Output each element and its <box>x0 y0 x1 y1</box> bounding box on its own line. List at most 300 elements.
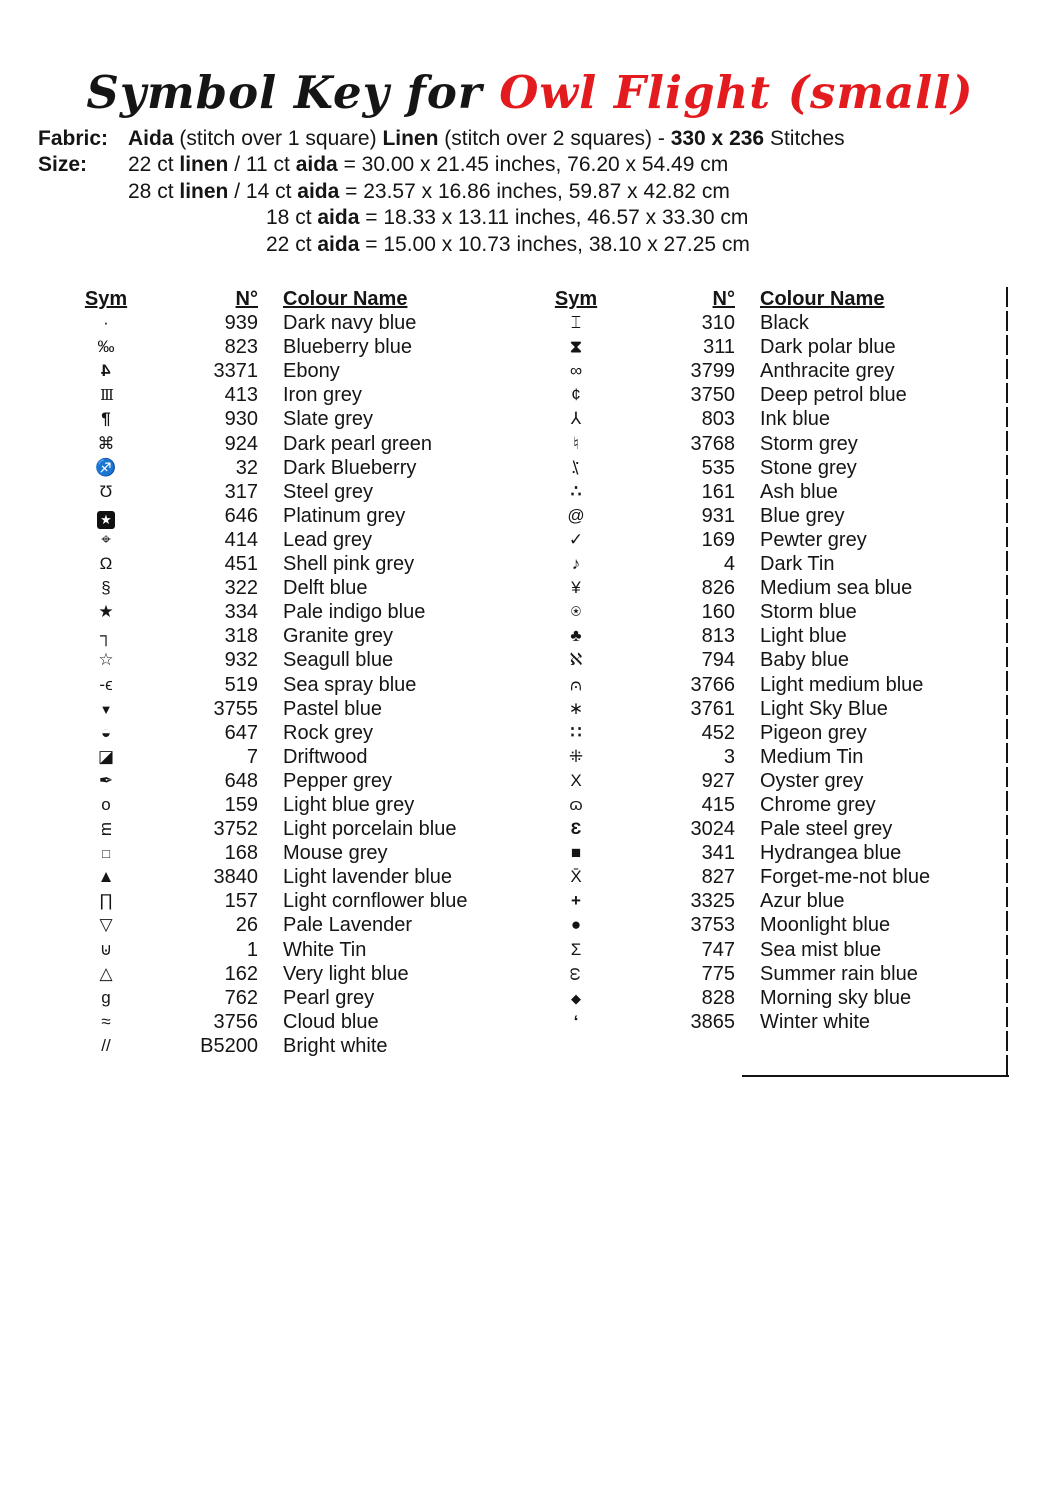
info-text: aida <box>297 179 340 203</box>
table-row-symbol-cell <box>80 624 132 648</box>
table-row-symbol-cell <box>80 1010 132 1034</box>
info-label: Size: <box>38 153 88 177</box>
stitch-symbol-glyph: ⌶ <box>570 313 582 333</box>
info-text: / 14 ct <box>228 179 298 203</box>
stitch-symbol-glyph: ⧗ <box>570 337 582 357</box>
thread-number-cell: 26 <box>235 914 258 937</box>
thread-number-cell: 826 <box>701 577 735 600</box>
thread-number-cell: 827 <box>701 866 735 889</box>
stitch-symbol-glyph: Ɛ <box>570 819 582 839</box>
table-row-symbol-cell <box>554 480 598 504</box>
table-row-symbol-cell <box>80 335 132 359</box>
thread-number-cell: 813 <box>701 625 735 648</box>
thread-number-cell: 3865 <box>690 1010 735 1033</box>
info-content <box>128 179 730 205</box>
table-row-symbol-cell <box>80 865 132 889</box>
colour-name-cell: Delft blue <box>283 577 368 600</box>
stitch-symbol-glyph: @ <box>567 505 585 525</box>
table-row-symbol-cell <box>80 648 132 672</box>
stitch-symbol-glyph: ∴ <box>570 481 582 501</box>
stitch-symbol-glyph: · <box>103 313 109 333</box>
thread-number-cell: 311 <box>703 336 735 359</box>
info-content <box>266 205 748 231</box>
colour-name-cell: Iron grey <box>283 384 362 407</box>
symbol-table-left <box>80 287 528 1058</box>
colour-name-cell: Sea spray blue <box>283 673 417 696</box>
thread-number-cell: 3 <box>723 745 735 768</box>
stitch-symbol-glyph: ⌖ <box>101 529 111 549</box>
table-row-symbol-cell <box>80 938 132 962</box>
info-text: = 18.33 x 13.11 inches, 46.57 x 33.30 cm <box>359 206 749 230</box>
table-row-symbol-cell <box>80 432 132 456</box>
symbol-table-right <box>554 287 1025 1034</box>
stitch-symbol-glyph: ⊍ <box>99 939 113 959</box>
thread-number-cell: 3750 <box>690 384 735 407</box>
colour-name-cell: Hydrangea blue <box>760 842 902 865</box>
info-text: linen <box>179 153 229 177</box>
thread-number-cell: 317 <box>224 480 258 503</box>
stitch-symbol-glyph: ɷ <box>569 794 583 814</box>
info-text: Aida <box>128 127 174 150</box>
thread-number-cell: 3024 <box>690 818 735 841</box>
table-row-symbol-cell <box>554 552 598 576</box>
thread-number-cell: 3799 <box>690 360 735 383</box>
colour-name-cell: Baby blue <box>760 649 849 672</box>
table-row-symbol-cell <box>554 335 598 359</box>
table-row-symbol-cell <box>80 721 132 745</box>
colour-name-cell: Ebony <box>283 360 340 383</box>
table-right-dashed-border <box>1006 287 1008 1077</box>
table-row-symbol-cell <box>80 673 132 697</box>
colour-name-cell: Pastel blue <box>283 697 382 720</box>
table-row-symbol-cell <box>554 793 598 817</box>
stitch-symbol-glyph: Σ <box>570 939 582 959</box>
table-row-symbol-cell <box>80 456 132 480</box>
thread-number-cell: 924 <box>224 432 258 455</box>
thread-number-cell: 648 <box>224 769 258 792</box>
colour-name-cell: Anthracite grey <box>760 360 895 383</box>
stitch-symbol-glyph: △ <box>99 963 113 983</box>
stitch-symbol-glyph: ∏ <box>99 891 113 911</box>
colour-name-cell: Morning sky blue <box>760 986 912 1009</box>
thread-number-cell: 162 <box>224 962 258 985</box>
title-prefix: Symbol Key for <box>86 66 500 119</box>
stitch-symbol-glyph: ‘ <box>573 1011 579 1031</box>
table-row-symbol-cell <box>554 697 598 721</box>
table-row-symbol-cell <box>554 504 598 528</box>
thread-number-cell: 452 <box>701 721 735 744</box>
table-row-symbol-cell <box>554 986 598 1010</box>
colour-name-cell: Storm grey <box>760 432 858 455</box>
table-row-symbol-cell <box>554 889 598 913</box>
thread-number-cell: 3755 <box>213 697 258 720</box>
stitch-symbol-glyph: X <box>570 770 582 790</box>
colour-name-cell: Light blue grey <box>283 793 415 816</box>
stitch-symbol-glyph: ♣ <box>570 626 582 646</box>
thread-number-cell: 3761 <box>690 697 735 720</box>
info-line <box>38 126 845 152</box>
table-row-symbol-cell <box>554 817 598 841</box>
thread-number-cell: 310 <box>701 312 735 335</box>
colour-name-cell: Winter white <box>760 1010 871 1033</box>
stitch-symbol-glyph: □ <box>102 846 110 862</box>
stitch-symbol-glyph: ✒ <box>98 770 114 790</box>
colour-name-cell: Deep petrol blue <box>760 384 907 407</box>
stitch-symbol-glyph: g <box>101 987 111 1007</box>
colour-name-cell: Light cornflower blue <box>283 890 468 913</box>
table-row-symbol-cell <box>80 793 132 817</box>
stitch-symbol-glyph: III <box>100 386 112 405</box>
info-text: Linen <box>382 127 439 150</box>
colour-name-cell: Oyster grey <box>760 769 864 792</box>
stitch-symbol-glyph: ∞ <box>569 361 583 381</box>
stitch-symbol-glyph: ◆ <box>571 990 581 1006</box>
info-content <box>128 126 845 152</box>
stitch-symbol-glyph: ¶ <box>101 409 111 429</box>
thread-number-cell: 828 <box>701 986 735 1009</box>
colour-name-cell: Platinum grey <box>283 504 406 527</box>
colour-name-cell: Mouse grey <box>283 842 388 865</box>
colour-name-cell: Bright white <box>283 1034 388 1057</box>
info-label <box>38 232 128 258</box>
thread-number-cell: 168 <box>224 842 258 865</box>
info-label: Fabric: <box>38 127 109 150</box>
colour-name-cell: Dark navy blue <box>283 312 417 335</box>
stitch-symbol-glyph: ⌘ <box>97 433 115 453</box>
table-row-symbol-cell <box>554 528 598 552</box>
stitch-symbol-glyph: ■ <box>570 843 582 863</box>
stitch-symbol-glyph: ⅄ <box>570 409 582 429</box>
info-label <box>38 205 128 231</box>
thread-number-cell: 3371 <box>213 360 258 383</box>
thread-number-cell: 794 <box>701 649 735 672</box>
info-text: aida <box>295 153 338 177</box>
thread-number-cell: 939 <box>224 312 258 335</box>
table-row-symbol-cell <box>80 600 132 624</box>
table-row-symbol-cell <box>80 745 132 769</box>
thread-number-cell: 931 <box>701 504 735 527</box>
thread-number-cell: 775 <box>701 962 735 985</box>
thread-number-cell: B5200 <box>200 1034 258 1057</box>
table-row-symbol-cell <box>80 986 132 1010</box>
table-row-symbol-cell <box>554 407 598 431</box>
thread-number-cell: 927 <box>701 769 735 792</box>
table-row-symbol-cell <box>80 552 132 576</box>
colour-name-cell: Shell pink grey <box>283 553 415 576</box>
column-header-colour-name-label: Colour Name <box>760 288 885 310</box>
stitch-symbol-glyph: 4 <box>101 361 111 381</box>
stitch-symbol-glyph: ¥ <box>571 578 581 598</box>
table-row-symbol-cell <box>554 383 598 407</box>
stitch-symbol-glyph: ∷ <box>570 722 582 742</box>
info-text: = 30.00 x 21.45 inches, 76.20 x 54.49 cm <box>337 153 729 177</box>
column-header-sym <box>80 287 132 311</box>
thread-number-cell: 1 <box>246 938 258 961</box>
info-label <box>38 179 128 205</box>
colour-name-cell: White Tin <box>283 938 367 961</box>
stitch-symbol-glyph: ∗ <box>568 698 584 718</box>
stitch-symbol-glyph: ★ <box>97 511 115 529</box>
stitch-symbol-glyph: ★ <box>98 602 114 622</box>
info-text: 22 ct <box>266 232 318 256</box>
table-row-symbol-cell <box>80 1034 132 1058</box>
colour-name-cell: Pale Lavender <box>283 914 412 937</box>
thread-number-cell: 519 <box>224 673 258 696</box>
thread-number-cell: 322 <box>224 577 258 600</box>
column-header-colour-name <box>258 287 528 311</box>
colour-name-cell: Black <box>760 312 809 335</box>
stitch-symbol-glyph: ⩀ <box>570 674 582 694</box>
colour-name-cell: Forget-me-not blue <box>760 866 931 889</box>
thread-number-cell: 747 <box>701 938 735 961</box>
thread-number-cell: 157 <box>224 890 258 913</box>
info-text: Stitches <box>764 127 845 150</box>
info-line <box>38 205 845 231</box>
table-row-symbol-cell <box>80 913 132 937</box>
table-row-symbol-cell <box>554 1010 598 1034</box>
thread-number-cell: 3768 <box>690 432 735 455</box>
thread-number-cell: 7 <box>246 745 258 768</box>
colour-name-cell: Pearl grey <box>283 986 375 1009</box>
fabric-size-info <box>38 126 845 258</box>
table-row-symbol-cell <box>554 865 598 889</box>
thread-number-cell: 169 <box>701 528 735 551</box>
stitch-symbol-glyph: ☆ <box>98 650 114 670</box>
colour-name-cell: Dark Blueberry <box>283 456 417 479</box>
page-title <box>0 66 1060 119</box>
table-row-symbol-cell <box>554 938 598 962</box>
column-header-sym-label: Sym <box>554 288 598 310</box>
stitch-symbol-glyph: m <box>95 821 115 837</box>
stitch-symbol-glyph: ● <box>570 915 582 935</box>
column-header-number-label: N° <box>712 288 735 310</box>
thread-number-cell: 413 <box>224 384 258 407</box>
info-text: (stitch over 1 square) <box>173 127 383 150</box>
stitch-symbol-glyph: ω <box>567 966 586 981</box>
stitch-symbol-glyph: ⍟ <box>570 602 582 622</box>
thread-number-cell: 823 <box>224 336 258 359</box>
stitch-symbol-glyph: § <box>101 578 111 598</box>
colour-name-cell: Dark pearl green <box>283 432 432 455</box>
thread-number-cell: 3756 <box>213 1010 258 1033</box>
table-row-symbol-cell <box>554 673 598 697</box>
colour-name-cell: Blueberry blue <box>283 336 412 359</box>
stitch-symbol-glyph: X̄ <box>570 867 582 887</box>
title-pattern-name: Owl Flight (small) <box>499 66 974 119</box>
info-text: 28 ct <box>128 179 180 203</box>
info-text: linen <box>179 179 229 203</box>
column-header-sym-label: Sym <box>84 288 128 310</box>
column-header-number-label: N° <box>235 288 258 310</box>
table-row-symbol-cell <box>554 841 598 865</box>
colour-name-cell: Medium sea blue <box>760 577 913 600</box>
table-row-symbol-cell <box>80 359 132 383</box>
thread-number-cell: 647 <box>224 721 258 744</box>
stitch-symbol-glyph: ▼ <box>99 701 113 717</box>
colour-name-cell: Pewter grey <box>760 528 867 551</box>
thread-number-cell: 762 <box>224 986 258 1009</box>
table-row-symbol-cell <box>80 480 132 504</box>
colour-name-cell: Blue grey <box>760 504 845 527</box>
column-header-number <box>132 287 258 311</box>
colour-name-cell: Chrome grey <box>760 793 876 816</box>
colour-name-cell: Medium Tin <box>760 745 864 768</box>
colour-name-cell: Seagull blue <box>283 649 394 672</box>
thread-number-cell: 318 <box>224 625 258 648</box>
colour-name-cell: Pigeon grey <box>760 721 867 744</box>
table-bottom-border <box>742 1075 1009 1077</box>
stitch-symbol-glyph: ┐ <box>99 626 113 646</box>
stitch-symbol-glyph: ♮ <box>572 433 580 453</box>
info-text: / 11 ct <box>228 153 296 177</box>
colour-name-cell: Storm blue <box>760 601 857 624</box>
thread-number-cell: 646 <box>224 504 258 527</box>
thread-number-cell: 3752 <box>213 818 258 841</box>
info-text: = 15.00 x 10.73 inches, 38.10 x 27.25 cm <box>359 232 750 256</box>
colour-name-cell: Slate grey <box>283 408 374 431</box>
stitch-symbol-glyph: -ϵ <box>99 674 113 694</box>
info-text: 22 ct <box>128 153 180 177</box>
colour-name-cell: Light lavender blue <box>283 866 453 889</box>
table-row-symbol-cell <box>80 528 132 552</box>
colour-name-cell: Sea mist blue <box>760 938 882 961</box>
colour-name-cell: Moonlight blue <box>760 914 891 937</box>
thread-number-cell: 932 <box>224 649 258 672</box>
table-row-symbol-cell <box>554 769 598 793</box>
colour-name-cell: Ash blue <box>760 480 838 503</box>
stitch-symbol-glyph: ℵ <box>569 650 583 670</box>
stitch-symbol-glyph: ✓ <box>568 529 584 549</box>
colour-name-cell: Light porcelain blue <box>283 818 457 841</box>
info-text: aida <box>317 206 360 230</box>
colour-name-cell: Stone grey <box>760 456 857 479</box>
info-text: (stitch over 2 squares) - <box>438 127 671 150</box>
table-row-symbol-cell <box>554 359 598 383</box>
info-text: 18 ct <box>266 206 318 230</box>
column-header-colour-name <box>735 287 1025 311</box>
colour-name-cell: Ink blue <box>760 408 831 431</box>
colour-name-cell: Driftwood <box>283 745 368 768</box>
info-text: 330 x 236 <box>670 127 765 150</box>
colour-name-cell: Lead grey <box>283 528 372 551</box>
info-line <box>38 232 845 258</box>
stitch-symbol-glyph: ‰ <box>97 337 115 357</box>
info-text: aida <box>317 232 360 256</box>
colour-name-cell: Rock grey <box>283 721 374 744</box>
table-row-symbol-cell <box>80 697 132 721</box>
stitch-symbol-glyph: ▲ <box>97 867 115 887</box>
thread-number-cell: 451 <box>224 553 258 576</box>
stitch-symbol-glyph: Ʊ <box>99 481 113 501</box>
thread-number-cell: 32 <box>235 456 258 479</box>
colour-name-cell: Pepper grey <box>283 769 392 792</box>
table-row-symbol-cell <box>554 962 598 986</box>
table-row-symbol-cell <box>80 407 132 431</box>
column-header-number <box>598 287 735 311</box>
stitch-symbol-glyph: ⁜ <box>568 746 584 766</box>
thread-number-cell: 334 <box>224 601 258 624</box>
table-row-symbol-cell <box>554 576 598 600</box>
colour-name-cell: Light medium blue <box>760 673 924 696</box>
table-row-symbol-cell <box>554 311 598 335</box>
colour-name-cell: Dark Tin <box>760 553 835 576</box>
thread-number-cell: 341 <box>701 842 735 865</box>
stitch-symbol-glyph: ▽ <box>99 915 113 935</box>
info-line <box>38 152 845 178</box>
info-text: = 23.57 x 16.86 inches, 59.87 x 42.82 cm <box>339 179 730 203</box>
thread-number-cell: 4 <box>723 553 735 576</box>
stitch-symbol-glyph: ◪ <box>97 746 115 766</box>
table-row-symbol-cell <box>554 456 598 480</box>
table-row-symbol-cell <box>554 432 598 456</box>
thread-number-cell: 3325 <box>690 890 735 913</box>
table-row-symbol-cell <box>554 600 598 624</box>
stitch-symbol-glyph: ◒ <box>100 722 112 742</box>
stitch-symbol-glyph: ≈ <box>101 1011 111 1031</box>
thread-number-cell: 3840 <box>213 866 258 889</box>
table-row-symbol-cell <box>554 745 598 769</box>
stitch-symbol-glyph: ⁒ <box>572 457 580 477</box>
table-row-symbol-cell <box>554 913 598 937</box>
table-row-symbol-cell <box>80 576 132 600</box>
info-content <box>266 232 750 258</box>
table-row-symbol-cell <box>554 648 598 672</box>
thread-number-cell: 930 <box>224 408 258 431</box>
table-row-symbol-cell <box>80 841 132 865</box>
stitch-symbol-glyph: o <box>101 794 111 814</box>
colour-name-cell: Pale steel grey <box>760 818 893 841</box>
table-row-symbol-cell <box>80 383 132 407</box>
colour-name-cell: Light blue <box>760 625 847 648</box>
column-header-colour-name-label: Colour Name <box>283 288 408 310</box>
table-row-symbol-cell <box>80 889 132 913</box>
thread-number-cell: 3766 <box>690 673 735 696</box>
info-line <box>38 179 845 205</box>
thread-number-cell: 3753 <box>690 914 735 937</box>
thread-number-cell: 803 <box>701 408 735 431</box>
colour-name-cell: Granite grey <box>283 625 394 648</box>
colour-name-cell: Summer rain blue <box>760 962 918 985</box>
table-row-symbol-cell <box>554 721 598 745</box>
info-content <box>128 152 728 178</box>
colour-name-cell: Light Sky Blue <box>760 697 888 720</box>
colour-name-cell: Very light blue <box>283 962 409 985</box>
thread-number-cell: 414 <box>224 528 258 551</box>
thread-number-cell: 159 <box>224 793 258 816</box>
thread-number-cell: 160 <box>701 601 735 624</box>
table-row-symbol-cell <box>80 311 132 335</box>
thread-number-cell: 161 <box>701 480 735 503</box>
column-header-sym <box>554 287 598 311</box>
table-row-symbol-cell <box>80 962 132 986</box>
stitch-symbol-glyph: + <box>571 891 581 911</box>
stitch-symbol-glyph: Ω <box>99 554 113 574</box>
colour-name-cell: Steel grey <box>283 480 374 503</box>
stitch-symbol-glyph: ♐ <box>95 457 117 477</box>
stitch-symbol-glyph: // <box>101 1035 111 1055</box>
colour-name-cell: Pale indigo blue <box>283 601 426 624</box>
table-row-symbol-cell <box>80 504 132 528</box>
thread-number-cell: 535 <box>701 456 735 479</box>
stitch-symbol-glyph: ♪ <box>571 554 581 574</box>
table-row-symbol-cell <box>80 817 132 841</box>
table-row-symbol-cell <box>80 769 132 793</box>
thread-number-cell: 415 <box>701 793 735 816</box>
stitch-symbol-glyph: ¢ <box>571 385 581 405</box>
colour-name-cell: Cloud blue <box>283 1010 379 1033</box>
colour-name-cell: Dark polar blue <box>760 336 896 359</box>
table-row-symbol-cell <box>554 624 598 648</box>
